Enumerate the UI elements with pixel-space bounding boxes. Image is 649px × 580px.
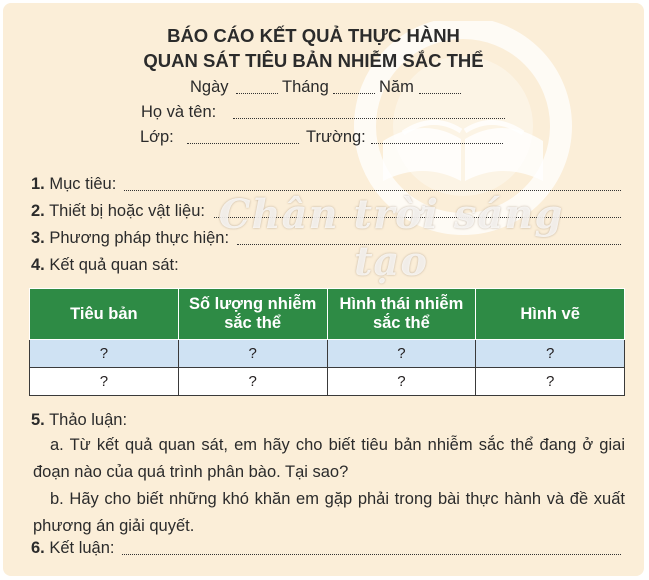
- section-6-number: 6.: [31, 539, 45, 557]
- section-5-number: 5.: [31, 411, 45, 429]
- day-label: Ngày: [190, 78, 229, 96]
- table-header-row: [30, 289, 625, 340]
- class-field[interactable]: [187, 142, 299, 144]
- year-field[interactable]: [419, 92, 461, 94]
- discussion-question-a: a. Từ kết quả quan sát, em hãy cho biết tiêu bản nhiễm sắc thể đang ở giai đoạn nào của quá trình phân bào. Tại sao?: [33, 436, 625, 481]
- table-row: [30, 368, 625, 396]
- report-title-line2: QUAN SÁT TIÊU BẢN NHIỄM SẮC THỂ: [143, 50, 484, 71]
- section-4-number: 4.: [31, 256, 45, 274]
- section-4-heading: [31, 256, 179, 275]
- section-1-label: Mục tiêu:: [49, 175, 117, 193]
- section-2-heading: [31, 202, 205, 221]
- table-cell[interactable]: ?: [327, 368, 476, 396]
- discussion-question-b: b. Hãy cho biết những khó khăn em gặp phải trong bài thực hành và đề xuất phương án giải quyết.: [33, 490, 625, 535]
- results-table: [29, 288, 625, 396]
- month-label: Tháng: [282, 78, 329, 96]
- section-6-heading: [31, 539, 115, 558]
- month-field[interactable]: [333, 92, 375, 94]
- section-1-number: 1.: [31, 175, 45, 193]
- name-label: Họ và tên:: [141, 103, 217, 121]
- header-drawing: Hình vẽ: [476, 289, 625, 340]
- table-cell[interactable]: ?: [30, 340, 179, 368]
- section-3-heading: [31, 229, 229, 248]
- school-field[interactable]: [371, 142, 503, 144]
- year-label: Năm: [379, 78, 414, 96]
- day-field[interactable]: [236, 92, 278, 94]
- class-label: Lớp:: [140, 128, 174, 146]
- section-3-number: 3.: [31, 229, 45, 247]
- section-1-heading: [31, 175, 116, 194]
- table-cell[interactable]: ?: [30, 368, 179, 396]
- watermark-text: Chân trời sáng tạo: [218, 191, 564, 285]
- section-4-label: Kết quả quan sát:: [49, 256, 179, 274]
- section-2-label: Thiết bị hoặc vật liệu:: [49, 202, 205, 220]
- section-2-number: 2.: [31, 202, 45, 220]
- school-label: Trường:: [306, 128, 366, 146]
- table-cell[interactable]: ?: [476, 368, 625, 396]
- section-5-heading: [31, 411, 127, 430]
- table-cell[interactable]: ?: [178, 340, 327, 368]
- table-cell[interactable]: ?: [178, 368, 327, 396]
- name-field[interactable]: [233, 117, 505, 119]
- report-sheet: [3, 3, 644, 576]
- table-row: [30, 340, 625, 368]
- conclusion-field[interactable]: [122, 553, 621, 555]
- section-3-label: Phương pháp thực hiện:: [49, 229, 230, 247]
- report-title-line1: BÁO CÁO KẾT QUẢ THỰC HÀNH: [167, 25, 460, 46]
- section-6-label: Kết luận:: [49, 539, 115, 557]
- table-cell[interactable]: ?: [327, 340, 476, 368]
- header-chromosome-count: Số lượng nhiễm sắc thể: [178, 289, 327, 340]
- header-specimen: Tiêu bản: [30, 289, 179, 340]
- section-5-label: Thảo luận:: [49, 411, 128, 429]
- header-chromosome-shape: Hình thái nhiễm sắc thể: [327, 289, 476, 340]
- table-cell[interactable]: ?: [476, 340, 625, 368]
